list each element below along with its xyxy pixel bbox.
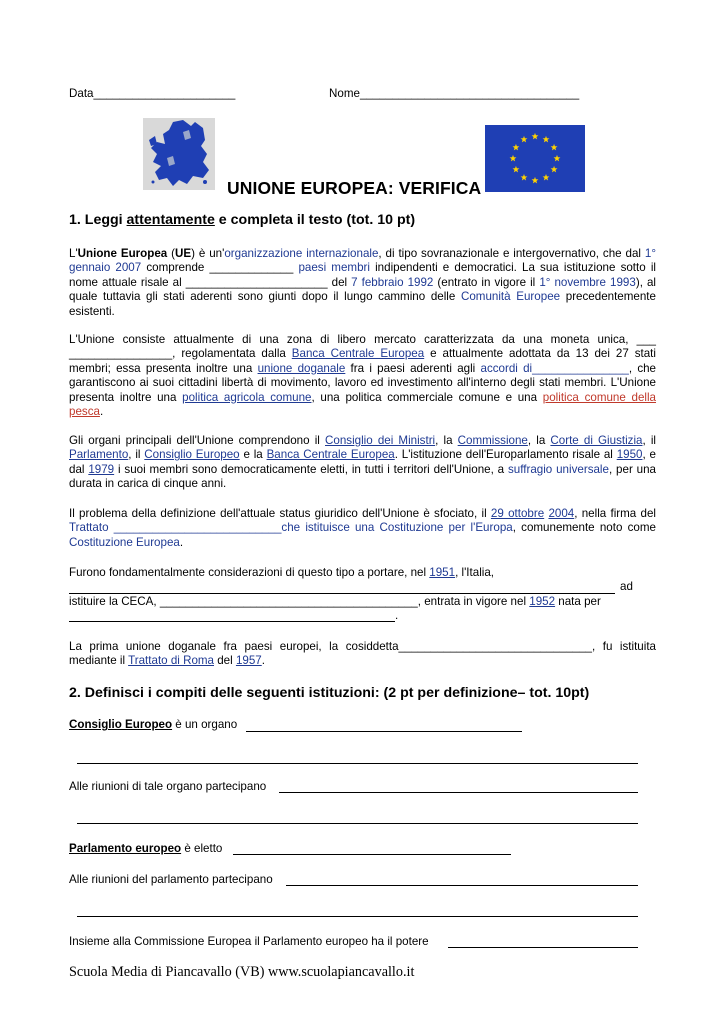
answer-line-q3[interactable]: [233, 854, 511, 855]
answer-line-q4[interactable]: [286, 885, 638, 886]
link-politica-agricola-comune[interactable]: politica agricola comune: [182, 390, 312, 404]
answer-line-nata-per[interactable]: [69, 621, 395, 622]
paragraph-5-line2: istituire la CECA, ________________________________________, entrata in vigore nel 1952 nata per: [69, 595, 601, 608]
answer-line-q2b[interactable]: [77, 823, 638, 824]
link-consiglio-europeo[interactable]: Consiglio Europeo: [144, 448, 240, 462]
answer-line-q1b[interactable]: [77, 763, 638, 764]
link-corte-giustizia[interactable]: Corte di Giustizia: [550, 434, 643, 447]
q1-consiglio-europeo: Consiglio Europeo è un organo: [69, 718, 238, 731]
answer-line-q4b[interactable]: [77, 916, 638, 917]
q3-parlamento-europeo: Parlamento europeo è eletto: [69, 842, 223, 855]
link-banca-centrale-europea[interactable]: Banca Centrale Europea: [291, 347, 425, 361]
link-1-gennaio-2007[interactable]: 1° gennaio 2007: [69, 247, 656, 275]
link-trattato[interactable]: Trattato: [69, 521, 109, 535]
page-title: UNIONE EUROPEA: VERIFICA: [227, 178, 482, 198]
footer-school: Scuola Media di Piancavallo (VB) www.scuolapiancavallo.it: [69, 964, 415, 980]
data-field: [69, 87, 235, 101]
answer-line-q2[interactable]: [279, 792, 638, 793]
accordi-blank[interactable]: _______________: [532, 361, 629, 375]
data-label: Data: [69, 87, 94, 100]
paragraph-5: Furono fondamentalmente considerazioni di questo tipo a portare, nel 1951, l'Italia,: [69, 566, 495, 579]
link-trattato-di-roma[interactable]: Trattato di Roma: [128, 654, 215, 668]
answer-line-q1[interactable]: [246, 731, 522, 732]
link-accordi-di[interactable]: accordi di: [480, 361, 533, 375]
link-politica-comune-pesca[interactable]: politica comune della pesca: [69, 390, 657, 419]
paragraph-2: L'Unione consiste attualmente di una zona di libero mercato caratterizzata da una moneta unica, ___ ________________, regolamentata dalla Banca Centrale Europea e attualmente adottata da 13 dei 27 stati membri; essa presenta inoltre una unione doganale fra i paesi aderenti agli accordi di_______________, che garantiscono ai suoi cittadini libertà di movimento, lavoro ed investimento all'interno degli stati membri. L'Unione presenta inoltre una politica agricola comune, una politica commerciale comune e una politica comune della pesca.: [69, 333, 657, 419]
link-1951[interactable]: 1951: [429, 566, 456, 579]
link-consiglio-ministri[interactable]: Consiglio dei Ministri: [325, 434, 436, 447]
answer-line-q5[interactable]: [448, 947, 638, 948]
q2-riunioni-organo: Alle riunioni di tale organo partecipano: [69, 780, 267, 793]
ad-text: ad: [620, 580, 633, 593]
section1-heading: 1. Leggi attentamente e completa il testo (tot. 10 pt): [69, 212, 416, 228]
link-unione-doganale[interactable]: unione doganale: [257, 361, 346, 375]
link-comunita-europee[interactable]: Comunità Europee: [460, 290, 561, 304]
link-7-febbraio-1992[interactable]: 7 febbraio 1992: [351, 275, 434, 289]
q5-potere: Insieme alla Commissione Europea il Parlamento europeo ha il potere: [69, 935, 429, 948]
link-banca-centrale-europea-2[interactable]: Banca Centrale Europea: [266, 448, 395, 462]
answer-line-ceca-purpose[interactable]: [69, 593, 615, 594]
link-1957[interactable]: 1957: [235, 654, 262, 668]
link-costituzione-europa[interactable]: che istituisce una Costituzione per l'Europa: [281, 521, 513, 535]
link-29-ottobre[interactable]: 29 ottobre: [490, 507, 545, 520]
link-commissione[interactable]: Commissione: [457, 434, 528, 447]
trattato-blank[interactable]: __________________________: [113, 521, 282, 535]
paragraph-4: Il problema della definizione dell'attuale status giuridico dell'Unione è sfociato, il 29 ottobre 2004, nella firma del Trattato __________________________che istituisce una Costituzione per l'Europa, comunemente noto come Costituzione Europea.: [69, 507, 656, 549]
paragraph-3: Gli organi principali dell'Unione comprendono il Consiglio dei Ministri, la Commissione, la Corte di Giustizia, il Parlamento, il Consiglio Europeo e la Banca Centrale Europea. L'istituzione dell'Europarlamento risale al 1950, e dal 1979 i suoi membri sono democraticamente eletti, in tutti i territori dell'Unione, a suffragio universale, per una durata in carica di cinque anni.: [69, 434, 657, 491]
nome-label: Nome: [329, 87, 360, 100]
link-1-novembre-1993[interactable]: 1° novembre 1993: [539, 275, 636, 289]
link-parlamento[interactable]: Parlamento: [69, 448, 129, 462]
eu-flag-image: [485, 125, 585, 192]
link-1950[interactable]: 1950: [616, 448, 643, 462]
paragraph-1: L'Unione Europea (UE) è un'organizzazione internazionale, di tipo sovranazionale e intergovernativo, che dal 1° gennaio 2007 comprende _____________ paesi membri indipendenti e democratici. La sua istituzione sotto il nome attuale risale al ______________________ del 7 febbraio 1992 (entrato in vigore il 1° novembre 1993), al quale tuttavia gli stati aderenti sono giunti dopo il lungo cammino delle Comunità Europee precedentemente esistenti.: [69, 247, 656, 318]
nome-blank[interactable]: __________________________________: [359, 87, 580, 100]
q4-riunioni-parlamento: Alle riunioni del parlamento partecipano: [69, 873, 273, 886]
period-text: .: [395, 609, 399, 622]
section2-heading: 2. Definisci i compiti delle seguenti istituzioni: (2 pt per definizione– tot. 10pt): [69, 685, 590, 701]
nome-field: [329, 87, 579, 101]
link-1979[interactable]: 1979: [88, 462, 115, 476]
link-costituzione-europea[interactable]: Costituzione Europea: [69, 535, 180, 549]
link-organizzazione-internazionale[interactable]: organizzazione internazionale: [224, 247, 379, 260]
link-1952[interactable]: 1952: [529, 595, 556, 608]
link-2004[interactable]: 2004: [548, 507, 575, 520]
data-blank[interactable]: ______________________: [93, 87, 236, 100]
link-suffragio-universale[interactable]: suffragio universale: [508, 462, 609, 476]
paragraph-6: La prima unione doganale fra paesi europei, la cosiddetta______________________________, fu istituita mediante il Trattato di Roma del 1957.: [69, 640, 656, 668]
europe-map-image: [143, 118, 215, 190]
link-paesi-membri[interactable]: paesi membri: [298, 261, 370, 275]
